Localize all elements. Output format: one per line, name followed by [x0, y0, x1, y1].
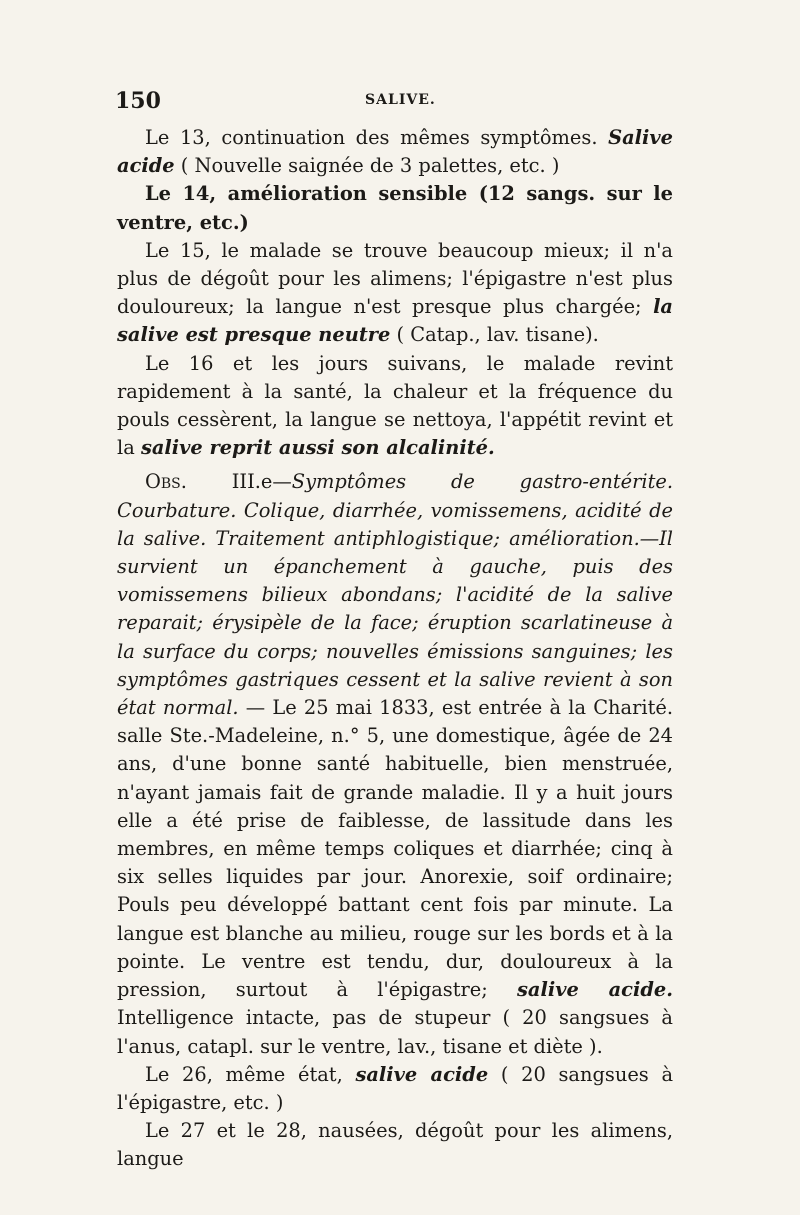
- paragraph-day-13: [117, 124, 673, 180]
- text: Le 27 et le 28, nausées, dégoût pour les alimens, langue: [117, 1119, 673, 1171]
- text: ( 20 sangsues à l'épigastre, etc. ): [117, 1062, 674, 1114]
- text: Le 16 et les jours suivans, le malade revint rapidement à la santé, la chaleur et la fréquence du pouls cessèrent, la langue se nettoya, l'appétit revint et la: [117, 351, 673, 460]
- text: Le 14, amélioration sensible (12 sangs. sur le ventre, etc.): [117, 182, 673, 234]
- text: Le 15, le malade se trouve beaucoup mieux; il n'a plus de dégoût pour les alimens; l'épigastre n'est plus douloureux; la langue n'est presque plus chargée;: [117, 238, 673, 319]
- text: — Le 25 mai 1833, est entrée à la Charité. salle Ste.-Madeleine, n.° 5, une domestique, âgée de 24 ans, d'une bonne santé habituelle, bien menstruée, n'ayant jamais fait de grande maladie. Il y a huit jours elle a été prise de faiblesse, de lassitude dans les membres, en même temps coliques et diarrhée; cinq à six selles liquides par jour. Anorexie, soif ordinaire; Pouls peu développé battant cent fois par minute. La langue est blanche au milieu, rouge sur les bords et à la pointe. Le ventre est tendu, dur, douloureux à la pression, surtout à l'épigastre;: [117, 696, 673, 1002]
- paragraph-day-15: [117, 237, 673, 350]
- emphasis: la salive est presque neutre: [117, 295, 673, 347]
- paragraph-day-27: [117, 1117, 673, 1173]
- emphasis: Salive acide: [117, 126, 673, 178]
- running-head: SALIVE.: [365, 92, 436, 108]
- body-text: [117, 124, 673, 1174]
- paragraph-day-16: [117, 350, 673, 463]
- text: Le 13, continuation des mêmes symptômes.: [145, 126, 609, 149]
- paragraph-day-26: [117, 1061, 673, 1117]
- page-number: 150: [115, 88, 161, 114]
- page-header: [115, 88, 675, 118]
- paragraph-day-14: [117, 180, 673, 236]
- text: ( Nouvelle saignée de 3 palettes, etc. ): [174, 154, 560, 178]
- text: Le 26, même état,: [145, 1062, 356, 1086]
- emphasis: salive acide: [355, 1062, 489, 1086]
- paragraph-observation-3: [117, 468, 673, 1060]
- text: e—: [260, 470, 292, 494]
- text: Intelligence intacte, pas de stupeur ( 20 sangsues à l'anus, catapl. sur le ventre, lav., tisane et diète ).: [117, 1006, 673, 1058]
- emphasis: salive reprit aussi son alcalinité.: [140, 436, 495, 460]
- observation-label: Obs. III.: [145, 470, 261, 494]
- emphasis: salive acide.: [517, 978, 674, 1002]
- observation-summary: Symptômes de gastro-entérite. Courbature. Colique, diarrhée, vomissemens, acidité de la salive. Traitement antiphlogistique; amélioration.—Il survient un épanchement à gauche, puis des vomissemens bilieux abondans; l'acidité de la salive reparait; érysipèle de la face; éruption scarlatineuse à la surface du corps; nouvelles émissions sanguines; les symptômes gastriques cessent et la salive revient à son état normal.: [117, 470, 673, 720]
- text: ( Catap., lav. tisane).: [390, 323, 599, 347]
